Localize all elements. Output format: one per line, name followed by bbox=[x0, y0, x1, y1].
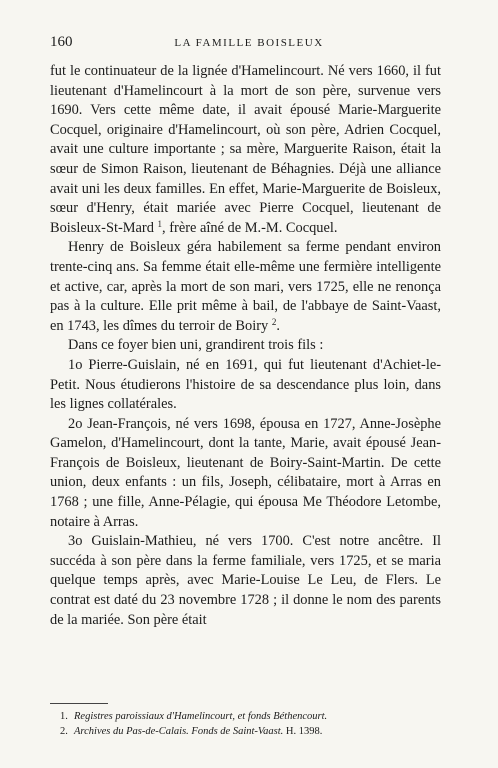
footnote-ref: 2 bbox=[271, 316, 277, 327]
paragraph-text: 3o Guislain-Mathieu, né vers 1700. C'est notre ancêtre. Il succéda à son père dans la ferme familiale, vers 1725, et se maria quelque temps après, avec Marie-Louise Le Leu, de Flers. Le contrat est daté du 23 novembre 1728 ; il donne le nom des parents de la mariée. Son père était bbox=[50, 533, 441, 628]
paragraph-text: 1o Pierre-Guislain, né en 1691, qui fut lieutenant d'Achiet-le-Petit. Nous étudierons l'histoire de sa descendance plus loin, dans les lignes collatérales. bbox=[50, 356, 441, 413]
footnote-number: 1. bbox=[60, 711, 68, 722]
paragraph bbox=[50, 62, 441, 238]
footnote-reference: H. 1398. bbox=[283, 725, 323, 737]
page-header bbox=[50, 34, 448, 54]
footnote-source: Archives du Pas-de-Calais. Fonds de Saint-Vaast. bbox=[74, 725, 284, 737]
footnote-number: 2. bbox=[60, 725, 68, 737]
paragraph bbox=[50, 415, 441, 533]
body-text bbox=[50, 62, 441, 630]
page-number: 160 bbox=[50, 34, 73, 50]
paragraph-text-end: . bbox=[276, 317, 280, 334]
footnote bbox=[60, 710, 430, 725]
paragraph-text: 2o Jean-François, né vers 1698, épousa en 1727, Anne-Josèphe Gamelon, d'Hamelincourt, dont la tante, Marie, avait épousé Jean-François de Boisleux, lieutenant de Boiry-Saint-Martin. De cette union, deux enfants : un fils, Joseph, célibataire, mort à Arras en 1768 ; une fille, Anne-Pélagie, qui épousa Me Théodore Letombe, notaire à Arras. bbox=[50, 415, 441, 530]
footnote-ref: 1 bbox=[157, 218, 163, 229]
paragraph bbox=[50, 336, 441, 356]
paragraph bbox=[50, 532, 441, 630]
paragraph bbox=[50, 238, 441, 336]
paragraph-text-end: , frère aîné de M.-M. Cocquel. bbox=[162, 219, 338, 236]
running-title: LA FAMILLE BOISLEUX bbox=[174, 37, 324, 49]
paragraph bbox=[50, 356, 441, 415]
paragraph-text: Dans ce foyer bien uni, grandirent trois fils : bbox=[68, 337, 324, 354]
footnote-source: Registres paroissiaux d'Hamelincourt, et fonds Béthencourt. bbox=[74, 711, 328, 722]
footnote bbox=[60, 725, 430, 740]
footnote-rule bbox=[50, 703, 108, 704]
paragraph-text: Henry de Boisleux géra habilement sa ferme pendant environ trente-cinq ans. Sa femme était elle-même une fermière intelligente et active, car, après la mort de son mari, vers 1725, elle ne renonça pas à la culture. Elle prit même à bail, de l'abbaye de Saint-Vaast, en 1743, les dîmes du terroir de Boiry bbox=[50, 239, 441, 334]
footnotes bbox=[60, 710, 430, 739]
paragraph-text: fut le continuateur de la lignée d'Hamelincourt. Né vers 1660, il fut lieutenant d'Hamelincourt à la mort de son père, survenue vers 1690. Vers cette même date, il avait épousé Marie-Marguerite Cocquel, originaire d'Hamelincourt, où son père, Adrien Cocquel, avait une culture importante ; sa mère, Marguerite Raison, était la sœur de Simon Raison, lieutenant de Béhagnies. Déjà une alliance avait uni les deux familles. En effet, Marie-Marguerite de Boisleux, sœur d'Henry, était mariée avec Pierre Cocquel, lieutenant de Boisleux-St-Mard bbox=[50, 63, 441, 236]
